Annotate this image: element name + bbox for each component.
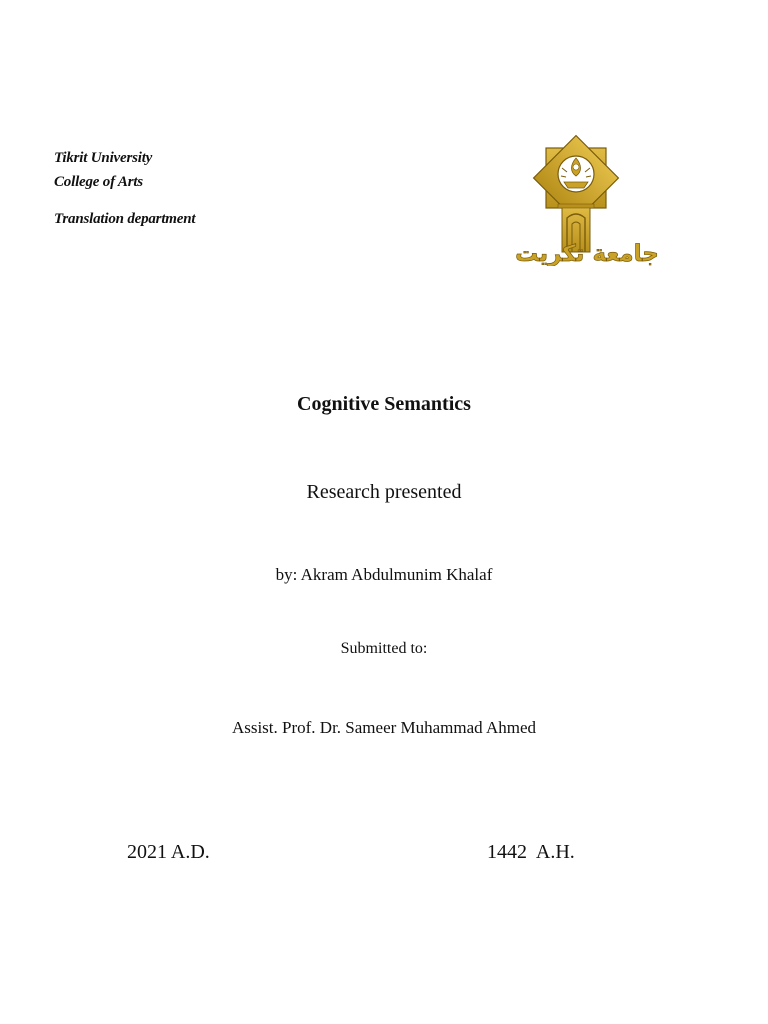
hijri-date: 1442 A.H. [487, 841, 575, 863]
college-name: College of Arts [54, 174, 143, 190]
supervisor-name: Assist. Prof. Dr. Sameer Muhammad Ahmed [231, 718, 537, 737]
university-name: Tikrit University [54, 150, 153, 166]
research-subtitle: Research presented [306, 481, 462, 503]
submitted-label: Submitted to: [340, 640, 428, 657]
institution-block [54, 146, 195, 231]
department-name: Translation department [54, 211, 196, 227]
gregorian-date: 2021 A.D. [127, 841, 210, 863]
university-logo [512, 134, 662, 266]
document-title: Cognitive Semantics [297, 393, 471, 415]
logo-arabic-text: جامعة تكريت [515, 241, 659, 266]
author-line: by: Akram Abdulmunim Khalaf [275, 565, 493, 584]
